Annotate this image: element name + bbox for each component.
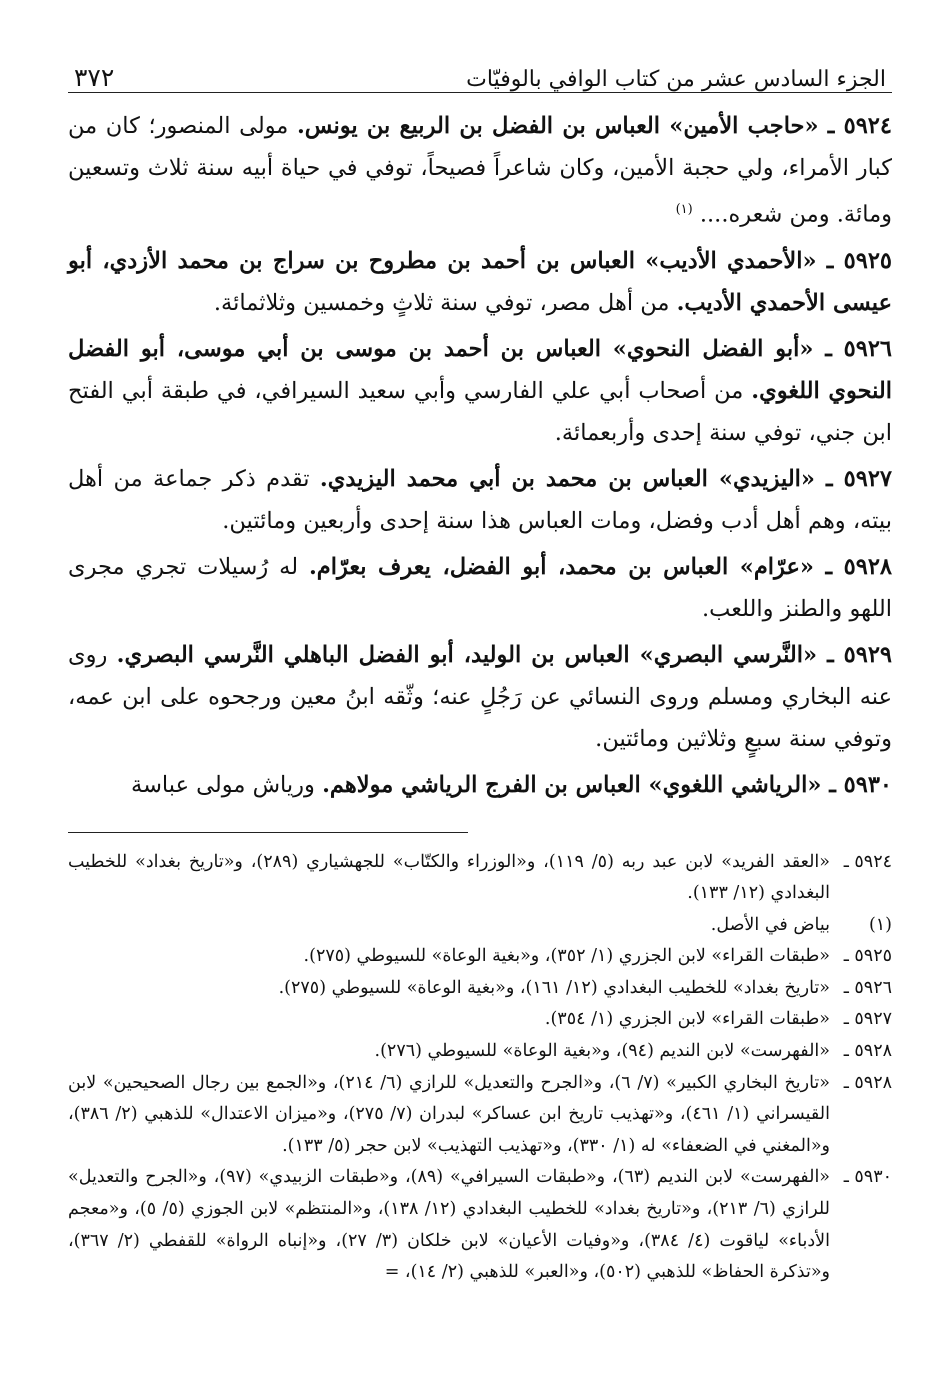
footnote-label: ٥٩٢٧ ـ: [843, 1009, 892, 1030]
footnote-5924: [68, 847, 892, 910]
entry-heading: ٥٩٢٥ ـ «الأحمدي الأديب» العباس بن أحمد بن مطروح بن سراج بن محمد الأزدي، أبو عيسى الأحمدي الأديب.: [68, 247, 892, 316]
footnote-label: ٥٩٣٠ ـ: [843, 1167, 892, 1188]
entry-5929: [68, 634, 892, 760]
page-header: [68, 50, 892, 93]
entry-5924: [68, 105, 892, 236]
footnote-5926: [68, 973, 892, 1005]
entry-text: تقدم ذكر جماعة من أهل بيته، وهم أهل أدب وفضل، ومات العباس هذا سنة إحدى وأربعين ومائتين.: [68, 465, 892, 534]
entry-heading: ٥٩٢٧ ـ «اليزيدي» العباس بن محمد بن أبي محمد اليزيدي.: [319, 465, 893, 492]
book-page: [68, 50, 892, 1340]
footnote-label: (١): [868, 914, 892, 935]
footnote-text: «طبقات القراء» لابن الجزري (١/ ٣٥٤).: [544, 1009, 830, 1030]
entry-heading: ٥٩٢٦ ـ «أبو الفضل النحوي» العباس بن أحمد بن موسى بن أبي موسى، أبو الفضل النحوي اللغوي.: [68, 335, 893, 404]
footnote-label: ٥٩٢٦ ـ: [843, 977, 892, 998]
footnote-text: «الفهرست» لابن النديم (٦٣)، و«طبقات السيرافي» (٨٩)، و«طبقات الزبيدي» (٩٧)، و«الجرح والتعديل» للرازي (٦/ ٢١٣)، و«تاريخ بغداد» للخطيب البغدادي (١٢/ ١٣٨)، و«المنتظم» لابن الجوزي (٥/ ٥)، و«معجم الأدباء» لياقوت (٤/ ٣٨٤)، و«وفيات الأعيان» لابن خلكان (٣/ ٢٧)، و«إنباه الرواة» للقفطي (٢/ ٣٦٧)، و«تذكرة الحفاظ» للذهبي (٥٠٢)، و«العبر» للذهبي (٢/ ١٤)، =: [68, 1167, 831, 1283]
footnote-marker: (١): [675, 202, 693, 217]
footnote-label: ٥٩٢٥ ـ: [843, 946, 892, 967]
footnote-text: بياض في الأصل.: [710, 914, 830, 935]
footnote-text: «الفهرست» لابن النديم (٩٤)، و«بغية الوعاة» للسيوطي (٢٧٦).: [374, 1041, 830, 1062]
footnote-text: «تاريخ البخاري الكبير» (٧/ ٦)، و«الجرح والتعديل» للرازي (٦/ ٢١٤)، و«الجمع بين رجال الصحيحين» لابن القيسراني (١/ ٤٦١)، و«تهذيب تاريخ ابن عساكر» لبدران (٧/ ٢٧٥)، و«ميزان الاعتدال» للذهبي (٢/ ٣٨٦)، و«المغني في الضعفاء» له (١/ ٣٣٠)، و«تهذيب التهذيب» لابن حجر (٥/ ١٣٣).: [68, 1072, 830, 1156]
running-title: الجزء السادس عشر من كتاب الوافي بالوفيّات: [466, 67, 886, 92]
entry-text: له رُسيلات تجري مجرى اللهو والطنز واللعب.: [68, 553, 892, 622]
footnote-5927: [68, 1004, 892, 1036]
entry-text: ورياش مولى عباسة: [131, 771, 323, 798]
footnote-label: ٥٩٢٨ ـ: [843, 1041, 892, 1062]
footnote-label: ٥٩٢٤ ـ: [843, 851, 892, 872]
entry-text: من أصحاب أبي علي الفارسي وأبي سعيد السيرافي، في طبقة أبي الفتح ابن جني، توفي سنة إحدى وأربعمائة.: [68, 377, 892, 446]
entry-5927: [68, 458, 892, 542]
entry-text: روى عنه البخاري ومسلم وروى النسائي عن رَجُلٍ عنه؛ وثّقه ابنُ معين ورجحوه على ابن عمه، وتوفي سنة سبعٍ وثلاثين ومائتين.: [68, 641, 892, 752]
page-number: ٣٧٢: [74, 63, 115, 92]
footnote-separator: [68, 832, 468, 833]
footnote-5930: [68, 1162, 892, 1288]
footnote-5928-b: [68, 1068, 892, 1163]
footnote-5925: [68, 941, 892, 973]
footnote-text: «العقد الفريد» لابن عبد ربه (٥/ ١١٩)، و«الوزراء والكتّاب» للجهشياري (٢٨٩)، و«تاريخ بغداد» للخطيب البغدادي (١٢/ ١٣٣).: [68, 851, 830, 904]
footnotes: [68, 847, 892, 1289]
footnote-5928: [68, 1036, 892, 1068]
footnote-text: «طبقات القراء» لابن الجزري (١/ ٣٥٢)، و«بغية الوعاة» للسيوطي (٢٧٥).: [303, 946, 830, 967]
footnote-text: «تاريخ بغداد» للخطيب البغدادي (١٢/ ١٦١)، و«بغية الوعاة» للسيوطي (٢٧٥).: [278, 977, 830, 998]
footnote-label: ٥٩٢٨ ـ: [843, 1072, 892, 1093]
entry-5925: [68, 240, 892, 324]
entry-5928: [68, 546, 892, 630]
entry-heading: ٥٩٢٨ ـ «عرّام» العباس بن محمد، أبو الفضل، يعرف بعرّام.: [308, 553, 892, 580]
entry-heading: ٥٩٢٩ ـ «النَّرسي البصري» العباس بن الوليد، أبو الفضل الباهلي النَّرسي البصري.: [116, 641, 892, 668]
entry-text: مولى المنصور؛ كان من كبار الأمراء، ولي حجبة الأمين، وكان شاعراً فصيحاً، توفي في حياة أبيه سنة ثلاث وتسعين ومائة. ومن شعره....: [68, 113, 892, 228]
entry-heading: ٥٩٣٠ ـ «الرياشي اللغوي» العباس بن الفرج الرياشي مولاهم.: [322, 771, 892, 798]
main-text: [68, 105, 892, 806]
entry-5930: [68, 764, 892, 806]
entry-5926: [68, 328, 892, 454]
entry-heading: ٥٩٢٤ ـ «حاجب الأمين» العباس بن الفضل بن الربيع بن يونس.: [296, 113, 892, 139]
footnote-1: [68, 910, 892, 942]
entry-text: من أهل مصر، توفي سنة ثلاثٍ وخمسين وثلاثمائة.: [213, 289, 677, 316]
